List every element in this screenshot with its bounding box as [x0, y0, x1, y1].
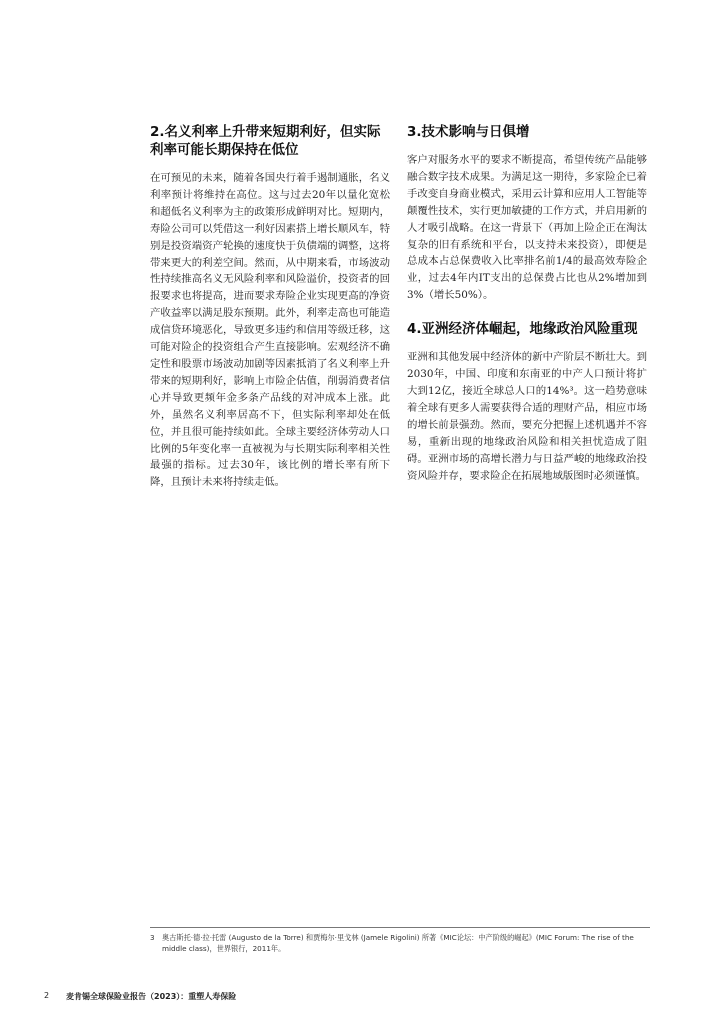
right-column	[407, 123, 647, 484]
footnote-divider	[150, 927, 650, 928]
section-body-3: 客户对服务水平的要求不断提高，希望传统产品能够融合数字技术成果。为满足这一期待，多家险企已着手改变自身商业模式，采用云计算和应用人工智能等颠覆性技术，实行更加敏捷的工作方式，并启用新的人才吸引战略。在这一背景下（再加上险企正在淘汰复杂的旧有系统和平台，以支持未来投资），即便是总成本占总保费收入比率排名前1/4的最高效寿险企业，过去4年内IT支出的总保费占比也从2%增加到3%（增长50%）。	[407, 154, 647, 302]
section-body-2: 在可预见的未来，随着各国央行着手遏制通胀，名义利率预计将维持在高位。这与过去20年以量化宽松和超低名义利率为主的政策形成鲜明对比。短期内，寿险公司可以凭借这一利好因素搭上增长顺风车，特别是投资端资产轮换的速度快于负债端的调整，这将带来更大的利差空间。然而，从中期来看，市场波动性持续推高名义无风险利率和风险溢价，投资者的回报要求也将提高，进而要求寿险企业实现更高的净资产收益率以满足股东预期。此外，利率走高也可能造成信贷环境恶化，导致更多违约和信用等级迁移，这可能对险企的投资组合产生直接影响。宏观经济不确定性和股票市场波动加剧等因素抵消了名义利率上升带来的短期利好，影响上市险企估值，削弱消费者信心并导致更频年金多条产品线的对冲成本上涨。此外，虽然名义利率居高不下，但实际利率却处在低位，并且很可能持续如此。全球主要经济体劳动人口比例的5年变化率一直被视为与长期实际利率相关性最强的指标。过去30年，该比例的增长率有所下降，且预计未来将持续走低。	[150, 172, 390, 489]
footnote-text: 奥古斯托·德·拉·托雷 (Augusto de la Torre) 和贾梅尔·里戈林 (Jamele Rigolini) 所著《MIC论坛：中产阶级的崛起》(MIC Forum: The rise of the middle class)，世界银行，2011年。	[162, 933, 634, 953]
section-heading-3: 3.技术影响与日俱增	[407, 124, 530, 140]
left-column	[150, 123, 390, 491]
section-heading-4: 4.亚洲经济体崛起，地缘政治风险重现	[407, 321, 638, 338]
footnote-number: 3	[150, 933, 155, 942]
section-spacer	[407, 304, 647, 320]
footnote	[150, 932, 650, 954]
section-heading-2: 2.名义利率上升带来短期利好，但实际利率可能长期保持在低位	[150, 124, 381, 158]
report-title: 麦肯锡全球保险业报告（2023）：重塑人寿保险	[66, 992, 237, 1001]
section-body-4: 亚洲和其他发展中经济体的新中产阶层不断壮大。到2030年，中国、印度和东南亚的中产人口预计将扩大到12亿，接近全球总人口的14%³。这一趋势意味着全球有更多人需要获得合适的理财产品，相应市场的增长前景强劲。然而，要充分把握上述机遇并不容易，重新出现的地缘政治风险和相关担忧造成了阻碍。亚洲市场的高增长潜力与日益严峻的地缘政治投资风险并存，要求险企在拓展地域版图时必须谨慎。	[407, 351, 647, 482]
page-number: 2	[44, 991, 50, 1000]
